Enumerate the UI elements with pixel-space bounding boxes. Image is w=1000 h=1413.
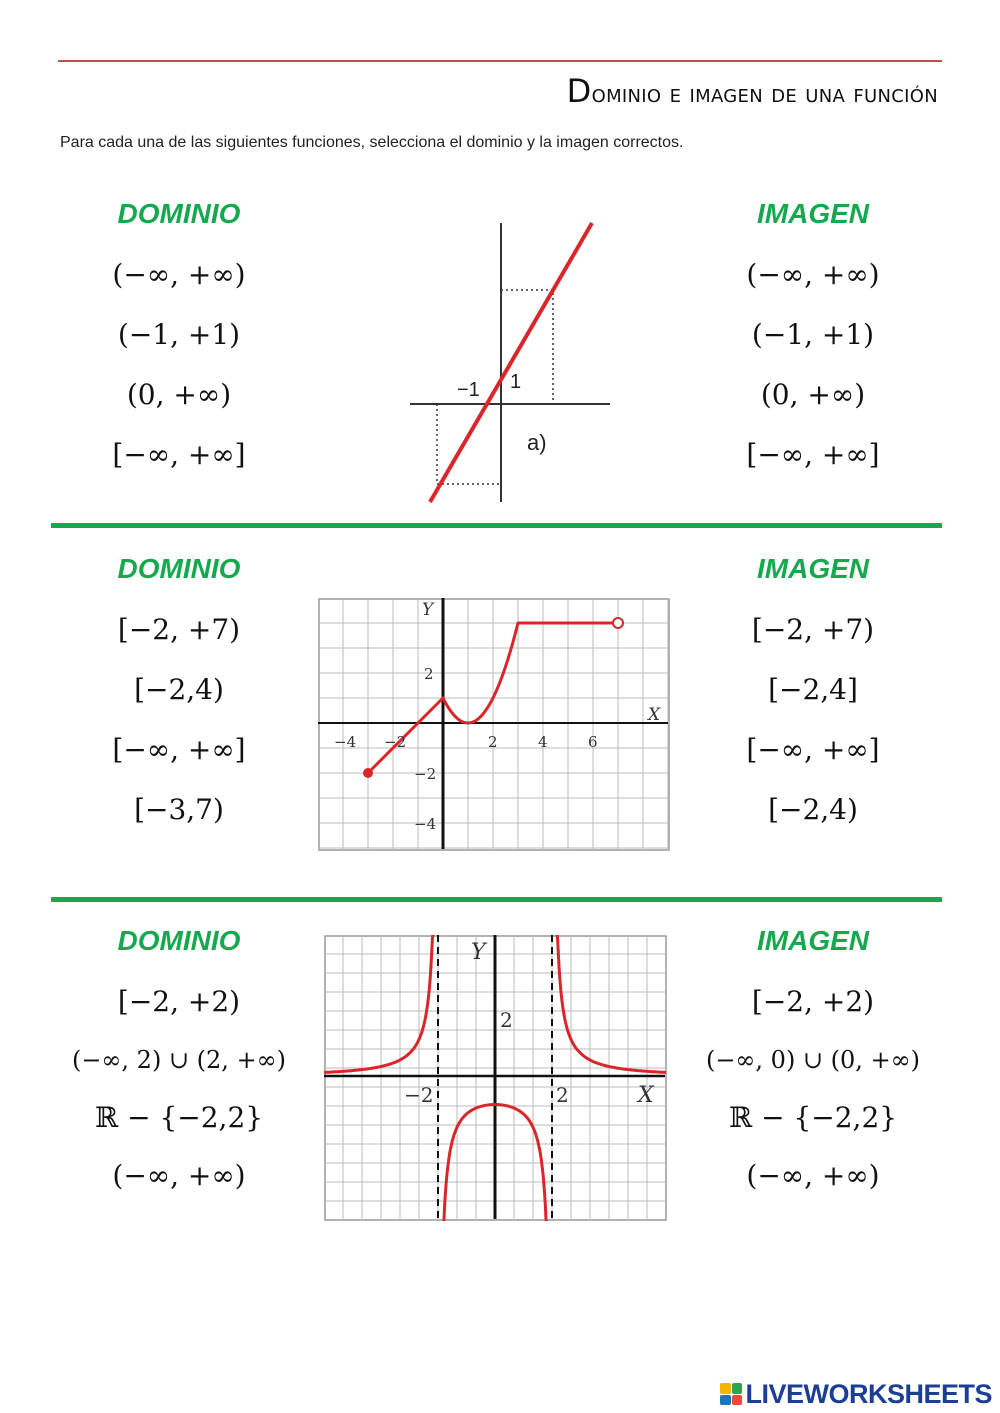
imagen-heading-2: IMAGEN — [757, 553, 869, 584]
graph-b — [318, 598, 670, 851]
dominio-option-3-3[interactable]: ℝ − {−2,2} — [94, 1101, 264, 1134]
imagen-option-1-2[interactable]: (−1, +1) — [751, 318, 875, 351]
dominio-option-1-4[interactable]: [−∞, +∞] — [112, 438, 246, 471]
dominio-option-2-3[interactable]: [−∞, +∞] — [112, 733, 246, 766]
imagen-option-3-2[interactable]: (−∞, 0) ∪ (0, +∞) — [705, 1046, 921, 1074]
dominio-option-3-1[interactable]: [−2, +2) — [117, 985, 241, 1018]
section-divider-2 — [51, 897, 942, 902]
dominio-heading-2: DOMINIO — [117, 553, 241, 584]
imagen-heading-3: IMAGEN — [757, 925, 869, 956]
dominio-option-1-3[interactable]: (0, +∞) — [126, 378, 232, 411]
x-tick-6: 6 — [588, 733, 598, 751]
imagen-option-2-3[interactable]: [−∞, +∞] — [746, 733, 880, 766]
dominio-option-3-4[interactable]: (−∞, +∞) — [112, 1159, 246, 1192]
page-title: Dominio e imagen de una función — [566, 72, 938, 110]
label-1: 1 — [510, 371, 522, 393]
dominio-heading-1: DOMINIO — [117, 198, 241, 229]
y-tick-2: 2 — [500, 1008, 513, 1032]
x-axis-label: X — [638, 1083, 654, 1108]
dominio-option-1-2[interactable]: (−1, +1) — [117, 318, 241, 351]
open-endpoint — [613, 618, 623, 628]
x-tick-neg4: −4 — [334, 733, 357, 751]
logo-mark-icon — [720, 1383, 742, 1405]
section-divider-1 — [51, 523, 942, 528]
label-a: a) — [527, 430, 547, 455]
closed-endpoint — [363, 768, 373, 778]
dominio-option-3-2[interactable]: (−∞, 2) ∪ (2, +∞) — [71, 1046, 287, 1074]
imagen-option-1-1[interactable]: (−∞, +∞) — [746, 258, 880, 291]
imagen-option-1-3[interactable]: (0, +∞) — [760, 378, 866, 411]
top-rule — [58, 60, 942, 62]
graph-c — [324, 935, 667, 1221]
imagen-option-2-2[interactable]: [−2,4] — [768, 673, 858, 706]
x-tick-neg2: −2 — [404, 1083, 434, 1107]
y-axis-label: Y — [422, 600, 434, 620]
dominio-option-2-4[interactable]: [−3,7) — [134, 793, 224, 826]
instructions: Para cada una de las siguientes funciones, selecciona el dominio y la imagen correctos. — [60, 134, 684, 151]
dominio-option-2-2[interactable]: [−2,4) — [134, 673, 224, 706]
x-tick-4: 4 — [538, 733, 548, 751]
graph-a — [405, 218, 620, 508]
liveworksheets-logo — [720, 1378, 992, 1410]
imagen-option-2-4[interactable]: [−2,4) — [768, 793, 858, 826]
imagen-option-3-4[interactable]: (−∞, +∞) — [746, 1159, 880, 1192]
x-tick-2: 2 — [488, 733, 498, 751]
grid — [319, 599, 669, 850]
y-tick-neg2: −2 — [414, 765, 437, 783]
x-tick-neg2: −2 — [384, 733, 407, 751]
imagen-heading-1: IMAGEN — [757, 198, 869, 229]
brand-text: LIVEWORKSHEETS — [745, 1378, 992, 1409]
dominio-option-1-1[interactable]: (−∞, +∞) — [112, 258, 246, 291]
y-axis-label: Y — [471, 940, 486, 965]
y-tick-neg4: −4 — [414, 815, 437, 833]
imagen-option-3-1[interactable]: [−2, +2) — [751, 985, 875, 1018]
imagen-option-2-1[interactable]: [−2, +7) — [751, 613, 875, 646]
dominio-heading-3: DOMINIO — [117, 925, 241, 956]
x-tick-2: 2 — [556, 1083, 569, 1107]
label-neg1: −1 — [457, 379, 480, 401]
linear-function-curve — [430, 223, 592, 502]
imagen-option-3-3[interactable]: ℝ − {−2,2} — [728, 1101, 898, 1134]
x-axis-label: X — [648, 705, 661, 725]
y-tick-2: 2 — [424, 665, 434, 683]
imagen-option-1-4[interactable]: [−∞, +∞] — [746, 438, 880, 471]
dominio-option-2-1[interactable]: [−2, +7) — [117, 613, 241, 646]
